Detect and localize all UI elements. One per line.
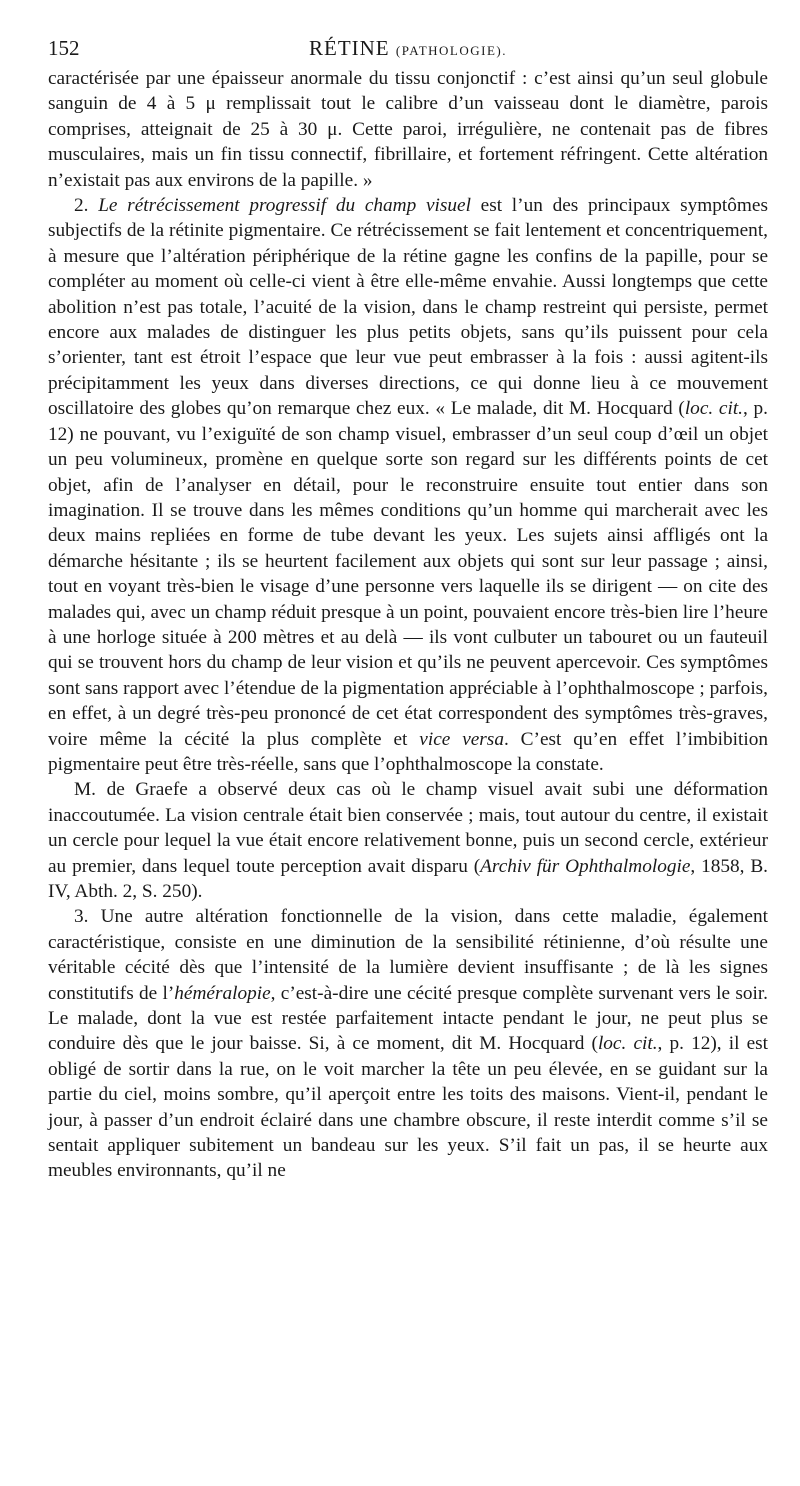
- paragraph-text: . C’est qu’en effet l’imbibition pigmentaire peut être très-réelle, sans que l’ophthalmoscope la constate.: [48, 728, 768, 775]
- paragraph-hemeralopia: [48, 904, 768, 1183]
- body-text: [48, 66, 768, 1184]
- book-page: [48, 30, 768, 1184]
- paragraph-number: 3.: [74, 906, 89, 928]
- paragraph-text: caractérisée par une épaisseur anormale du tissu conjonctif : c’est ainsi qu’un seul globule sanguin de 4 à 5 μ remplissait tout le calibre d’un vaisseau dont le diamètre, parois comprises, atteignait de 25 à 30 μ. Cette paroi, irrégulière, ne contenait pas de fibres musculaires, mais un fin tissu connectif, fibrillaire, et fortement réfringent. Cette altération n’existait pas aux environs de la papille. »: [48, 68, 768, 191]
- paragraph-text: , c’est-à-dire une cécité presque complète survenant vers le soir. Le malade, dont la vue est restée parfaitement intacte pendant le jour, ne peut plus se conduire dès que le jour baisse. Si, à ce moment, dit M. Hocquard (: [48, 982, 768, 1055]
- running-title-sub: (PATHOLOGIE).: [395, 43, 507, 58]
- paragraph-text: , p. 12), il est obligé de sortir dans la rue, on le voit marcher la tête un peu élevée, en se guidant sur la partie du ciel, moins sombre, qu’il aperçoit entre les toits des maisons. Vient-il, pendant le jour, à passer d’un endroit éclairé dans une chambre obscure, il reste interdit comme s’il se sentait appliquer subitement un bandeau sur les yeux. S’il fait un pas, il se heurte aux meubles environnants, qu’il ne: [48, 1033, 768, 1182]
- citation: vice versa: [419, 728, 504, 750]
- paragraph-text: Une autre altération fonctionnelle de la vision, dans cette maladie, également caractéristique, consiste en une diminution de la sensibilité rétinienne, d’où résulte une véritable cécité dès que l’intensité de la lumière devient insuffisante ; de là les signes constitutifs de l’: [48, 906, 768, 1004]
- paragraph-continuation: [48, 66, 768, 193]
- citation: héméralopie: [174, 982, 271, 1004]
- running-title: [48, 30, 768, 69]
- running-title-main: RÉTINE: [308, 36, 390, 60]
- paragraph-graefe: [48, 777, 768, 904]
- paragraph-visual-field: [48, 193, 768, 777]
- citation: loc. cit.: [597, 1033, 658, 1055]
- running-head: [48, 30, 768, 66]
- paragraph-text: , p. 12) ne pouvant, vu l’exiguïté de son champ visuel, embrasser d’un seul coup d’œil un objet un peu volumineux, promène en quelque sorte son regard sur les différents points de cet objet, afin de l’analyser en détail, pour le reconstruire ensuite tout entier dans son imagination. Il se trouve dans les mêmes conditions qu’un homme qui marcherait avec les deux mains repliées en forme de tube devant les yeux. Les sujets ainsi affligés ont la démarche hésitante ; ils se heurtent facilement aux objets qui sont sur leur passage ; ainsi, tout en voyant très-bien le visage d’une personne vers laquelle ils se dirigent — on cite des malades qui, avec un champ réduit presque à un point, pouvaient encore très-bien lire l’heure à une horloge située à 200 mètres et au delà — ils vont culbuter un tabouret ou un fauteuil qui se trouvent hors du champ de leur vision et qu’ils ne peuvent apercevoir. Ces symptômes sont sans rapport avec l’étendue de la pigmentation appréciable à l’ophthalmoscope ; parfois, en effet, à un degré très-peu prononcé de cet état correspondent des symptômes très-graves, voire même la cécité la plus complète et: [48, 398, 768, 750]
- paragraph-lead: Le rétrécissement progressif du champ visuel: [98, 195, 471, 217]
- citation: loc. cit.: [684, 398, 743, 420]
- paragraph-text: , 1858, B. IV, Abth. 2, S. 250).: [48, 855, 769, 902]
- citation: Archiv für Ophthalmologie: [480, 855, 691, 877]
- paragraph-text: est l’un des principaux symptômes subjectifs de la rétinite pigmentaire. Ce rétrécissement se fait lentement et concentriquement, à mesure que l’altération périphérique de la rétine gagne les confins de la papille, pour se compléter au moment où celle-ci vient à être elle-même envahie. Aussi longtemps que cette abolition n’est pas totale, l’acuité de la vision, dans le champ restreint qui persiste, permet encore aux malades de distinguer les plus petits objets, sans qu’ils puissent pour cela s’orienter, tant est étroit l’espace que leur vue peut embrasser à la fois : aussi agitent-ils précipitamment les yeux dans diverses directions, ce qui donne lieu à ce mouvement oscillatoire des globes qu’on remarque chez eux. « Le malade, dit M. Hocquard (: [48, 195, 768, 420]
- paragraph-text: M. de Graefe a observé deux cas où le champ visuel avait subi une déformation inaccoutumée. La vision centrale était bien conservée ; mais, tout autour du centre, il existait un cercle pour lequel la vue était encore relativement bonne, puis un second cercle, extérieur au premier, dans lequel toute perception avait disparu (: [48, 779, 768, 877]
- page-number: 152: [48, 36, 80, 60]
- paragraph-number: 2.: [74, 195, 89, 217]
